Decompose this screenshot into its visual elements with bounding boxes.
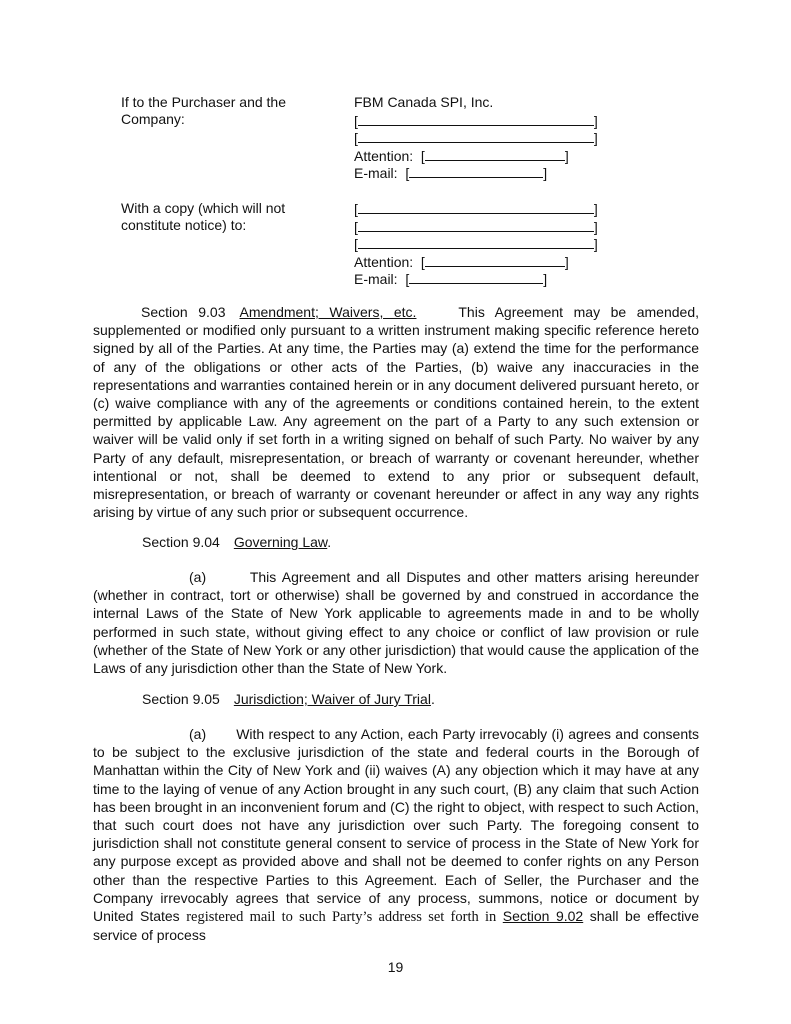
section-number: Section 9.04 [142,534,220,550]
page-number: 19 [387,959,404,975]
address-blank-line: [ ] [354,236,598,252]
section-title: Governing Law [233,534,328,550]
section-9-05-a [93,725,699,944]
notice-purchaser-label: If to the Purchaser and the Company: [121,94,286,127]
clause-body: This Agreement and all Disputes and other matters arising hereunder (whether in contract, tort or otherwise) shall be governed by and construed in accordance the internal Laws of the State of New York applicable to agreements made in and to be wholly performed in such state, without giving effect to any choice or conflict of law provision or rule (whether of the State of New York or any other jurisdiction) that would cause the application of the Laws of any jurisdiction other than the State of New York. [93,569,700,677]
clause-marker: (a) [189,726,207,742]
clause-tail-text: registered mail to such Party’s address set forth in [186,909,497,926]
email-label: E-mail: [354,165,398,181]
email-label: E-mail: [354,271,398,287]
attention-line: Attention: [ ] [354,253,569,270]
section-reference: Section 9.02 [502,908,584,925]
attention-label: Attention: [354,253,414,270]
section-body: This Agreement may be amended, supplemented or modified only pursuant to a written instrument making specific reference hereto signed by all of the Parties. At any time, the Parties may (a) extend the time for the performance of any of the obligations or other acts of the Parties, (b) waive any inaccuracies in the representations and warranties contained herein or in any document delivered pursuant hereto, or (c) waive compliance with any of the agreements or conditions contained herein, to the extent permitted by applicable Law. Any agreement on the part of a Party to any such extension or waiver will be valid only if set forth in a writing signed on behalf of such Party. No waiver by any Party of any default, misrepresentation, or breach of warranty or covenant hereunder, whether intentional or not, shall be deemed to extend to any prior or subsequent default, misrepresentation, or breach of warranty or covenant hereunder or affect in any way any rights arising by virtue of any such prior or subsequent occurrence. [93,304,699,521]
section-number: Section 9.03 [141,304,226,320]
section-9-03 [93,303,699,521]
section-9-04-heading: Section 9.04 Governing Law. [142,534,332,550]
email-line: E-mail: [ ] [354,165,548,181]
attention-label: Attention: [354,147,414,164]
purchaser-company-name: FBM Canada SPI, Inc. [354,94,494,110]
email-line: E-mail: [ ] [354,271,548,287]
notice-copy-address [354,200,614,288]
section-title: Amendment; Waivers, etc. [239,304,417,320]
section-9-04-a [93,568,699,677]
clause-tail-end: shall be effective service of process [93,908,699,944]
address-blank-line: [ ] [354,130,598,146]
address-blank-line: [ ] [354,218,598,235]
notice-copy-label: With a copy (which will not constitute notice) to: [121,200,286,233]
clause-marker: (a) [189,569,207,585]
attention-line: Attention: [ ] [354,147,569,164]
notice-purchaser-address [354,94,614,182]
address-blank-line: [ ] [354,112,598,129]
section-number: Section 9.05 [142,691,220,707]
address-blank-line: [ ] [354,201,598,217]
section-title: Jurisdiction; Waiver of Jury Trial [233,691,431,707]
section-9-05-heading: Section 9.05 Jurisdiction; Waiver of Jury Trial. [142,691,435,707]
clause-body: With respect to any Action, each Party irrevocably (i) agrees and consents to be subject to the exclusive jurisdiction of the state and federal courts in the Borough of Manhattan within the City of New York and (ii) waives (A) any objection which it may have at any time to the laying of venue of any Action brought in any such court, (B) any claim that such Action has been brought in an inconvenient forum and (C) the right to object, with respect to such Action, that such court does not have any jurisdiction over such Party. The foregoing consent to jurisdiction shall not constitute general consent to service of process in the State of New York for any purpose except as provided above and shall not be deemed to confer rights on any Person other than the respective Parties to this Agreement. Each of Seller, the Purchaser and the Company irrevocably agrees that service of any process, summons, notice or document by United States [93,726,699,925]
